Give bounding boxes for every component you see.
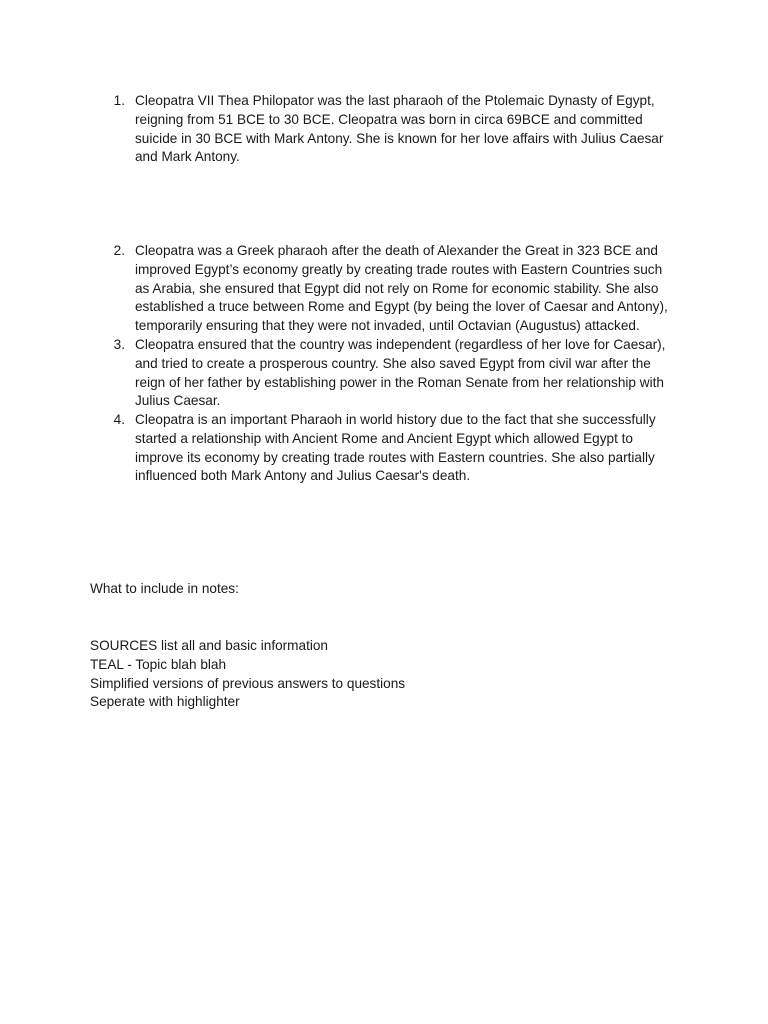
answer-text: Cleopatra is an important Pharaoh in world history due to the fact that she successfully started a relationship with Ancient Rome and Ancient Egypt which allowed Egypt to improve its economy by creating trade routes with Eastern countries. She also partially influenced both Mark Antony and Julius Caesar's death. [135, 412, 656, 484]
answer-number: 3. [113, 337, 125, 352]
answer-text: Cleopatra VII Thea Philopator was the last pharaoh of the Ptolemaic Dynasty of Egypt, reigning from 51 BCE to 30 BCE. Cleopatra was born in circa 69BCE and committed suicide in 30 BCE with Mark Antony. She is known for her love affairs with Julius Caesar and Mark Antony. [135, 93, 664, 165]
answer-number: 4. [113, 412, 125, 427]
answer-number: 2. [113, 243, 125, 258]
answer-text: Cleopatra ensured that the country was independent (regardless of her love for Caesar), and tried to create a prosperous country. She also saved Egypt from civil war after the reign of her father by establishing power in the Roman Senate from her relationship with Julius Caesar. [135, 337, 666, 409]
note-line-teal: TEAL - Topic blah blah [90, 656, 227, 672]
note-line-simplified: Simplified versions of previous answers to questions [90, 675, 406, 691]
notes-list [90, 637, 690, 712]
notes-heading: What to include in notes: [90, 581, 239, 596]
note-line-sources: SOURCES list all and basic information [90, 638, 328, 653]
note-line-separate: Seperate with highlighter [90, 694, 240, 710]
answer-number: 1. [113, 93, 125, 108]
answer-text: Cleopatra was a Greek pharaoh after the death of Alexander the Great in 323 BCE and improved Egypt’s economy greatly by creating trade routes with Eastern Countries such as Arabia, she ensured that Egypt did not rely on Rome for economic stability. She also established a truce between Rome and Egypt (by being the lover of Caesar and Antony), temporarily ensuring that they were not invaded, until Octavian (Augustus) attacked. [135, 243, 668, 334]
